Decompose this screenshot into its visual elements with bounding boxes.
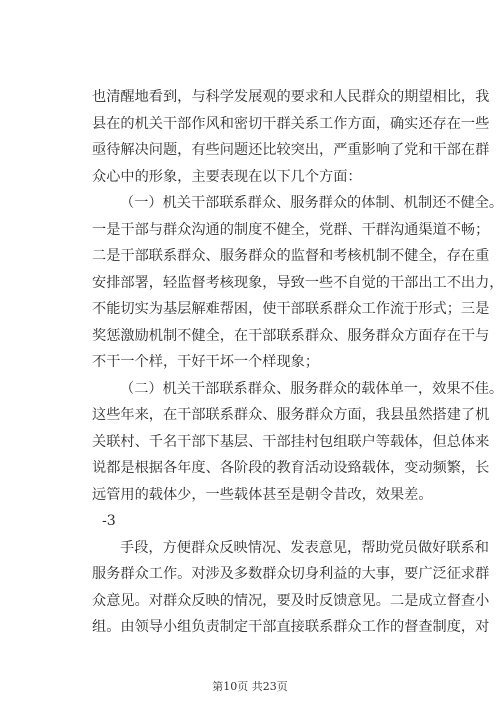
text-line: 也清醒地看到，与科学发展观的要求和人民群众的期望相比，我 [92,89,490,105]
text-line: 手段，方便群众反映情况、发表意见，帮助党员做好联系和 [120,539,489,556]
section-heading-1: （一）机关干部联系群众、服务群众的体制、机制还不健全。 [120,195,503,211]
text-line: 众心中的形象，主要表现在以下几个方面： [92,168,362,185]
text-line: 组。由领导小组负责制定干部直接联系群众工作的督查制度，对 [92,619,490,635]
text-line: 不能切实为基层解难帮困，使干部联系群众工作流于形式；三是 [92,301,490,317]
text-line: 远管用的载体少，一些载体甚至是朝令昔改，效果差。 [92,486,433,503]
document-body [92,84,503,641]
text-line: 安排部署，轻监督考核现象，导致一些不自觉的干部出工不出力， [92,274,503,291]
text-line: 众意见。对群众反映的情况，要及时反馈意见。二是成立督查小 [92,592,490,609]
text-line: 亟待解决问题，有些问题还比较突出，严重影响了党和干部在群 [92,142,490,158]
text-line: 奖惩激励机制不健全，在干部联系群众、服务群众方面存在干与 [92,327,490,344]
text-line: 服务群众工作。对涉及多数群众切身利益的大事，要广泛征求群 [92,566,490,582]
section-heading-2: （二）机关干部联系群众、服务群众的载体单一，效果不佳。 [120,380,503,397]
text-line: 二是干部联系群众、服务群众的监督和考核机制不健全，存在重 [92,248,490,264]
text-line: 说都是根据各年度、各阶段的教育活动设臵载体，变动频繁，长 [92,460,490,476]
text-line: 县在的机关干部作风和密切干群关系工作方面，确实还存在一些 [92,115,490,132]
text-line: 关联村、千名干部下基层、干部挂村包组联户等载体，但总体来 [92,433,490,450]
text-line: 这些年来，在干部联系群众、服务群众方面，我县虽然搭建了机 [92,407,490,423]
page-marker: -3 [102,513,116,529]
text-line: 不干一个样，干好干坏一个样现象； [92,354,320,370]
text-line: 一是干部与群众沟通的制度不健全，党群、干群沟通渠道不畅； [92,221,490,238]
page-footer: 第10页 共23页 [212,680,288,693]
